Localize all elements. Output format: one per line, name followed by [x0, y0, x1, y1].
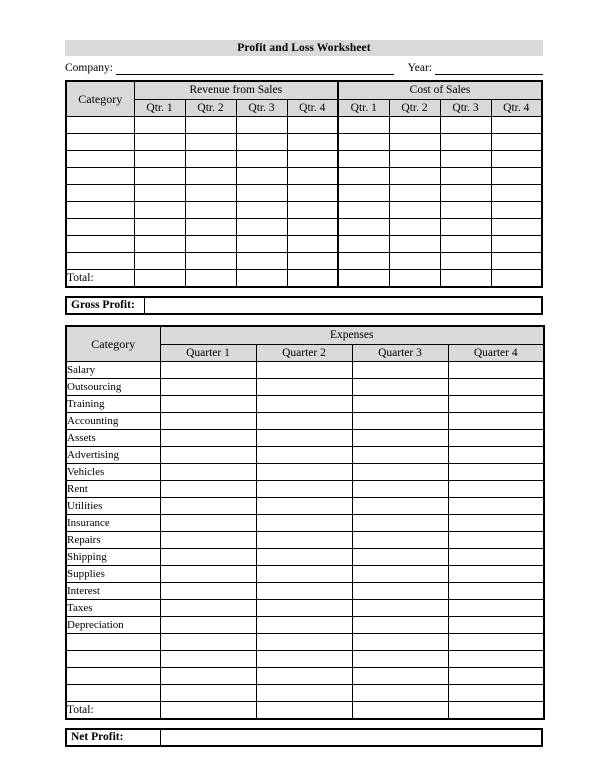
expense-row-category[interactable]: [66, 634, 160, 651]
revenue-total-qtr-4[interactable]: [287, 270, 338, 288]
expenses-quarter-3-header: Quarter 3: [352, 344, 448, 362]
revenue-qtr-4-header: Qtr. 4: [287, 99, 338, 117]
expense-row-quarter-4[interactable]: [448, 651, 544, 668]
expense-row-quarter-2[interactable]: [256, 617, 352, 634]
expense-row-quarter-3[interactable]: [352, 464, 448, 481]
expense-row-quarter-3[interactable]: [352, 566, 448, 583]
cost-row-qtr-2[interactable]: [389, 151, 440, 168]
cost-row-qtr-1[interactable]: [338, 253, 389, 270]
cost-qtr-2-header: Qtr. 2: [389, 99, 440, 117]
expense-row-quarter-3[interactable]: [352, 413, 448, 430]
table-row: [66, 413, 544, 430]
expense-row-category[interactable]: Rent: [66, 481, 160, 498]
expense-row-quarter-1[interactable]: [160, 600, 256, 617]
revenue-row-qtr-2[interactable]: [185, 151, 236, 168]
expense-row-category[interactable]: Salary: [66, 362, 160, 379]
expense-row-quarter-3[interactable]: [352, 668, 448, 685]
table-row: [66, 549, 544, 566]
expenses-quarter-2-header: Quarter 2: [256, 344, 352, 362]
cost-row-qtr-1[interactable]: [338, 185, 389, 202]
revenue-row-qtr-2[interactable]: [185, 168, 236, 185]
cost-row-qtr-2[interactable]: [389, 134, 440, 151]
table-row: [66, 651, 544, 668]
table-row: [66, 151, 542, 168]
revenue-row-qtr-1[interactable]: [134, 185, 185, 202]
revenue-row-qtr-3[interactable]: [236, 185, 287, 202]
expense-row-quarter-4[interactable]: [448, 464, 544, 481]
expenses-table: [65, 325, 545, 720]
revenue-qtr-1-header: Qtr. 1: [134, 99, 185, 117]
expense-row-quarter-2[interactable]: [256, 549, 352, 566]
net-profit-input[interactable]: [161, 730, 541, 745]
revenue-row-qtr-2[interactable]: [185, 253, 236, 270]
cost-row-qtr-1[interactable]: [338, 219, 389, 236]
expense-row-category[interactable]: Depreciation: [66, 617, 160, 634]
revenue-row-qtr-4[interactable]: [287, 253, 338, 270]
expenses-total-quarter-1[interactable]: [160, 702, 256, 720]
table-row: [66, 583, 544, 600]
revenue-row-category[interactable]: [66, 151, 134, 168]
revenue-row-qtr-3[interactable]: [236, 168, 287, 185]
revenue-row-qtr-1[interactable]: [134, 134, 185, 151]
expenses-total-quarter-4[interactable]: [448, 702, 544, 720]
cost-qtr-3-header: Qtr. 3: [440, 99, 491, 117]
year-input[interactable]: [435, 61, 543, 75]
cost-row-qtr-3[interactable]: [440, 134, 491, 151]
revenue-row-category[interactable]: [66, 117, 134, 134]
expense-row-quarter-4[interactable]: [448, 532, 544, 549]
revenue-row-qtr-1[interactable]: [134, 253, 185, 270]
cost-row-qtr-2[interactable]: [389, 202, 440, 219]
net-profit-label: Net Profit:: [67, 730, 161, 745]
expenses-table-footer: [66, 702, 544, 720]
cost-total-qtr-1[interactable]: [338, 270, 389, 288]
revenue-row-qtr-1[interactable]: [134, 236, 185, 253]
expense-row-quarter-1[interactable]: [160, 668, 256, 685]
expense-row-quarter-4[interactable]: [448, 634, 544, 651]
table-row: [66, 253, 542, 270]
expense-row-quarter-1[interactable]: [160, 362, 256, 379]
expense-row-quarter-1[interactable]: [160, 481, 256, 498]
revenue-row-qtr-1[interactable]: [134, 117, 185, 134]
cost-row-qtr-2[interactable]: [389, 219, 440, 236]
expense-row-quarter-2[interactable]: [256, 566, 352, 583]
revenue-row-qtr-2[interactable]: [185, 185, 236, 202]
expense-row-category[interactable]: Insurance: [66, 515, 160, 532]
expense-row-quarter-1[interactable]: [160, 634, 256, 651]
table-row: [66, 532, 544, 549]
expense-row-quarter-4[interactable]: [448, 498, 544, 515]
expense-row-quarter-3[interactable]: [352, 447, 448, 464]
table-row: [66, 498, 544, 515]
revenue-row-qtr-3[interactable]: [236, 253, 287, 270]
expense-row-quarter-4[interactable]: [448, 362, 544, 379]
expense-row-category[interactable]: Training: [66, 396, 160, 413]
cost-row-qtr-3[interactable]: [440, 219, 491, 236]
cost-row-qtr-3[interactable]: [440, 185, 491, 202]
expense-row-quarter-1[interactable]: [160, 447, 256, 464]
table-row: [66, 430, 544, 447]
revenue-row-category[interactable]: [66, 185, 134, 202]
table-row: [66, 117, 542, 134]
expense-row-quarter-1[interactable]: [160, 566, 256, 583]
expense-row-quarter-3[interactable]: [352, 396, 448, 413]
expense-row-quarter-4[interactable]: [448, 379, 544, 396]
expense-row-quarter-1[interactable]: [160, 396, 256, 413]
cost-row-qtr-4[interactable]: [491, 236, 542, 253]
cost-row-qtr-4[interactable]: [491, 253, 542, 270]
expense-row-quarter-2[interactable]: [256, 481, 352, 498]
expense-row-quarter-4[interactable]: [448, 583, 544, 600]
cost-qtr-4-header: Qtr. 4: [491, 99, 542, 117]
expense-row-quarter-4[interactable]: [448, 430, 544, 447]
cost-row-qtr-2[interactable]: [389, 253, 440, 270]
expense-row-quarter-3[interactable]: [352, 600, 448, 617]
expenses-category-header: Category: [66, 326, 160, 362]
expense-row-quarter-2[interactable]: [256, 396, 352, 413]
revenue-row-qtr-4[interactable]: [287, 134, 338, 151]
expenses-total-label: Total:: [66, 702, 160, 720]
table-row: [66, 515, 544, 532]
expense-row-quarter-3[interactable]: [352, 430, 448, 447]
expenses-group-header-row: [66, 326, 544, 344]
expense-row-category[interactable]: Utilities: [66, 498, 160, 515]
cost-row-qtr-2[interactable]: [389, 185, 440, 202]
revenue-row-qtr-2[interactable]: [185, 117, 236, 134]
revenue-row-qtr-1[interactable]: [134, 151, 185, 168]
expense-row-category[interactable]: Assets: [66, 430, 160, 447]
expense-row-quarter-2[interactable]: [256, 464, 352, 481]
revenue-row-qtr-4[interactable]: [287, 202, 338, 219]
cost-row-qtr-4[interactable]: [491, 117, 542, 134]
expense-row-quarter-1[interactable]: [160, 413, 256, 430]
revenue-row-qtr-2[interactable]: [185, 236, 236, 253]
table-row: [66, 464, 544, 481]
expense-row-quarter-3[interactable]: [352, 532, 448, 549]
cost-row-qtr-1[interactable]: [338, 117, 389, 134]
expense-row-quarter-3[interactable]: [352, 617, 448, 634]
cost-row-qtr-4[interactable]: [491, 185, 542, 202]
table-row: [66, 362, 544, 379]
cost-row-qtr-1[interactable]: [338, 236, 389, 253]
table-row: [66, 236, 542, 253]
revenue-row-qtr-3[interactable]: [236, 151, 287, 168]
gross-profit-input[interactable]: [145, 298, 541, 313]
cost-row-qtr-4[interactable]: [491, 168, 542, 185]
expense-row-quarter-3[interactable]: [352, 498, 448, 515]
expense-row-category[interactable]: [66, 651, 160, 668]
expense-row-quarter-1[interactable]: [160, 685, 256, 702]
expense-row-category[interactable]: Interest: [66, 583, 160, 600]
expense-row-quarter-4[interactable]: [448, 481, 544, 498]
revenue-group-header: Revenue from Sales: [134, 81, 338, 99]
expense-row-quarter-1[interactable]: [160, 651, 256, 668]
expense-row-quarter-2[interactable]: [256, 651, 352, 668]
revenue-row-category[interactable]: [66, 168, 134, 185]
expense-row-quarter-4[interactable]: [448, 617, 544, 634]
expense-row-quarter-4[interactable]: [448, 600, 544, 617]
revenue-row-category[interactable]: [66, 134, 134, 151]
revenue-total-label: Total:: [66, 270, 134, 288]
expense-row-quarter-2[interactable]: [256, 634, 352, 651]
cost-row-qtr-3[interactable]: [440, 151, 491, 168]
table-row: [66, 685, 544, 702]
revenue-category-header: Category: [66, 81, 134, 117]
expense-row-quarter-1[interactable]: [160, 549, 256, 566]
expenses-group-header: Expenses: [160, 326, 544, 344]
expense-row-quarter-2[interactable]: [256, 515, 352, 532]
expense-row-category[interactable]: [66, 668, 160, 685]
expense-row-quarter-1[interactable]: [160, 617, 256, 634]
revenue-table-body: [66, 117, 542, 270]
expense-row-quarter-4[interactable]: [448, 396, 544, 413]
expense-row-quarter-4[interactable]: [448, 515, 544, 532]
expense-row-quarter-2[interactable]: [256, 413, 352, 430]
table-row: [66, 668, 544, 685]
table-row: [66, 481, 544, 498]
table-row: [66, 396, 544, 413]
cost-row-qtr-3[interactable]: [440, 168, 491, 185]
expense-row-quarter-4[interactable]: [448, 447, 544, 464]
cost-row-qtr-4[interactable]: [491, 134, 542, 151]
revenue-row-category[interactable]: [66, 219, 134, 236]
cost-total-qtr-2[interactable]: [389, 270, 440, 288]
revenue-row-qtr-2[interactable]: [185, 134, 236, 151]
cost-row-qtr-2[interactable]: [389, 117, 440, 134]
expense-row-quarter-2[interactable]: [256, 600, 352, 617]
expense-row-quarter-2[interactable]: [256, 379, 352, 396]
expense-row-quarter-1[interactable]: [160, 379, 256, 396]
table-row: [66, 600, 544, 617]
expense-row-quarter-2[interactable]: [256, 430, 352, 447]
expense-row-category[interactable]: Outsourcing: [66, 379, 160, 396]
expense-row-quarter-2[interactable]: [256, 685, 352, 702]
expense-row-quarter-1[interactable]: [160, 515, 256, 532]
revenue-qtr-2-header: Qtr. 2: [185, 99, 236, 117]
table-row: [66, 202, 542, 219]
table-row: [66, 168, 542, 185]
net-profit-row: [65, 728, 543, 747]
table-row: [66, 617, 544, 634]
revenue-quarter-header-row: [66, 99, 542, 117]
expense-row-category[interactable]: Advertising: [66, 447, 160, 464]
expense-row-category[interactable]: Supplies: [66, 566, 160, 583]
expense-row-quarter-1[interactable]: [160, 532, 256, 549]
revenue-row-qtr-3[interactable]: [236, 219, 287, 236]
cost-row-qtr-2[interactable]: [389, 168, 440, 185]
expense-row-quarter-3[interactable]: [352, 515, 448, 532]
expense-row-category[interactable]: Taxes: [66, 600, 160, 617]
expense-row-quarter-4[interactable]: [448, 668, 544, 685]
gross-profit-row: [65, 296, 543, 315]
expense-row-quarter-3[interactable]: [352, 549, 448, 566]
cost-row-qtr-1[interactable]: [338, 202, 389, 219]
expense-row-quarter-3[interactable]: [352, 379, 448, 396]
expense-row-quarter-2[interactable]: [256, 583, 352, 600]
cost-row-qtr-1[interactable]: [338, 151, 389, 168]
revenue-row-qtr-1[interactable]: [134, 202, 185, 219]
expense-row-quarter-3[interactable]: [352, 583, 448, 600]
table-row: [66, 447, 544, 464]
revenue-row-category[interactable]: [66, 253, 134, 270]
expense-row-quarter-4[interactable]: [448, 549, 544, 566]
cost-row-qtr-4[interactable]: [491, 202, 542, 219]
expense-row-quarter-3[interactable]: [352, 634, 448, 651]
expense-row-quarter-3[interactable]: [352, 651, 448, 668]
year-label: Year:: [407, 62, 432, 74]
expense-row-category[interactable]: Vehicles: [66, 464, 160, 481]
expenses-quarter-1-header: Quarter 1: [160, 344, 256, 362]
expense-row-quarter-3[interactable]: [352, 685, 448, 702]
page-title: Profit and Loss Worksheet: [65, 40, 543, 56]
cost-row-qtr-3[interactable]: [440, 117, 491, 134]
expense-row-quarter-2[interactable]: [256, 362, 352, 379]
expense-row-quarter-2[interactable]: [256, 668, 352, 685]
cost-row-qtr-1[interactable]: [338, 134, 389, 151]
revenue-row-qtr-3[interactable]: [236, 117, 287, 134]
gross-profit-label: Gross Profit:: [67, 298, 145, 313]
expense-row-quarter-1[interactable]: [160, 430, 256, 447]
revenue-row-category[interactable]: [66, 202, 134, 219]
worksheet-body: [65, 40, 543, 747]
table-row: [66, 566, 544, 583]
cost-row-qtr-3[interactable]: [440, 236, 491, 253]
table-row: [66, 185, 542, 202]
revenue-row-qtr-1[interactable]: [134, 219, 185, 236]
revenue-row-qtr-4[interactable]: [287, 117, 338, 134]
revenue-row-qtr-2[interactable]: [185, 219, 236, 236]
revenue-table-footer: [66, 270, 542, 288]
revenue-row-qtr-3[interactable]: [236, 236, 287, 253]
company-label: Company:: [65, 62, 113, 74]
expenses-table-body: [66, 362, 544, 702]
cost-qtr-1-header: Qtr. 1: [338, 99, 389, 117]
revenue-row-category[interactable]: [66, 236, 134, 253]
cost-row-qtr-3[interactable]: [440, 253, 491, 270]
expenses-total-quarter-2[interactable]: [256, 702, 352, 720]
cost-total-qtr-4[interactable]: [491, 270, 542, 288]
expense-row-category[interactable]: Shipping: [66, 549, 160, 566]
revenue-row-qtr-4[interactable]: [287, 185, 338, 202]
expense-row-quarter-4[interactable]: [448, 566, 544, 583]
revenue-total-qtr-1[interactable]: [134, 270, 185, 288]
expense-row-quarter-1[interactable]: [160, 583, 256, 600]
expense-row-quarter-1[interactable]: [160, 464, 256, 481]
cost-total-qtr-3[interactable]: [440, 270, 491, 288]
expenses-total-row: [66, 702, 544, 720]
expense-row-quarter-1[interactable]: [160, 498, 256, 515]
identity-line: [65, 58, 543, 75]
revenue-row-qtr-3[interactable]: [236, 134, 287, 151]
company-input[interactable]: [116, 61, 394, 75]
revenue-row-qtr-3[interactable]: [236, 202, 287, 219]
expense-row-quarter-2[interactable]: [256, 532, 352, 549]
expense-row-quarter-4[interactable]: [448, 685, 544, 702]
revenue-row-qtr-4[interactable]: [287, 219, 338, 236]
expenses-total-quarter-3[interactable]: [352, 702, 448, 720]
cost-group-header: Cost of Sales: [338, 81, 542, 99]
revenue-cost-table: [65, 80, 543, 288]
expense-row-quarter-3[interactable]: [352, 362, 448, 379]
cost-row-qtr-4[interactable]: [491, 151, 542, 168]
expense-row-category[interactable]: Repairs: [66, 532, 160, 549]
table-row: [66, 634, 544, 651]
revenue-row-qtr-4[interactable]: [287, 236, 338, 253]
expenses-quarter-4-header: Quarter 4: [448, 344, 544, 362]
cost-row-qtr-2[interactable]: [389, 236, 440, 253]
cost-row-qtr-4[interactable]: [491, 219, 542, 236]
revenue-row-qtr-4[interactable]: [287, 151, 338, 168]
revenue-row-qtr-1[interactable]: [134, 168, 185, 185]
revenue-total-qtr-3[interactable]: [236, 270, 287, 288]
expense-row-quarter-3[interactable]: [352, 481, 448, 498]
cost-row-qtr-1[interactable]: [338, 168, 389, 185]
expense-row-quarter-2[interactable]: [256, 498, 352, 515]
revenue-row-qtr-2[interactable]: [185, 202, 236, 219]
revenue-group-header-row: [66, 81, 542, 99]
cost-row-qtr-3[interactable]: [440, 202, 491, 219]
table-row: [66, 134, 542, 151]
revenue-qtr-3-header: Qtr. 3: [236, 99, 287, 117]
expense-row-quarter-4[interactable]: [448, 413, 544, 430]
revenue-row-qtr-4[interactable]: [287, 168, 338, 185]
revenue-total-row: [66, 270, 542, 288]
revenue-total-qtr-2[interactable]: [185, 270, 236, 288]
expense-row-quarter-2[interactable]: [256, 447, 352, 464]
table-row: [66, 219, 542, 236]
expense-row-category[interactable]: [66, 685, 160, 702]
expense-row-category[interactable]: Accounting: [66, 413, 160, 430]
table-row: [66, 379, 544, 396]
